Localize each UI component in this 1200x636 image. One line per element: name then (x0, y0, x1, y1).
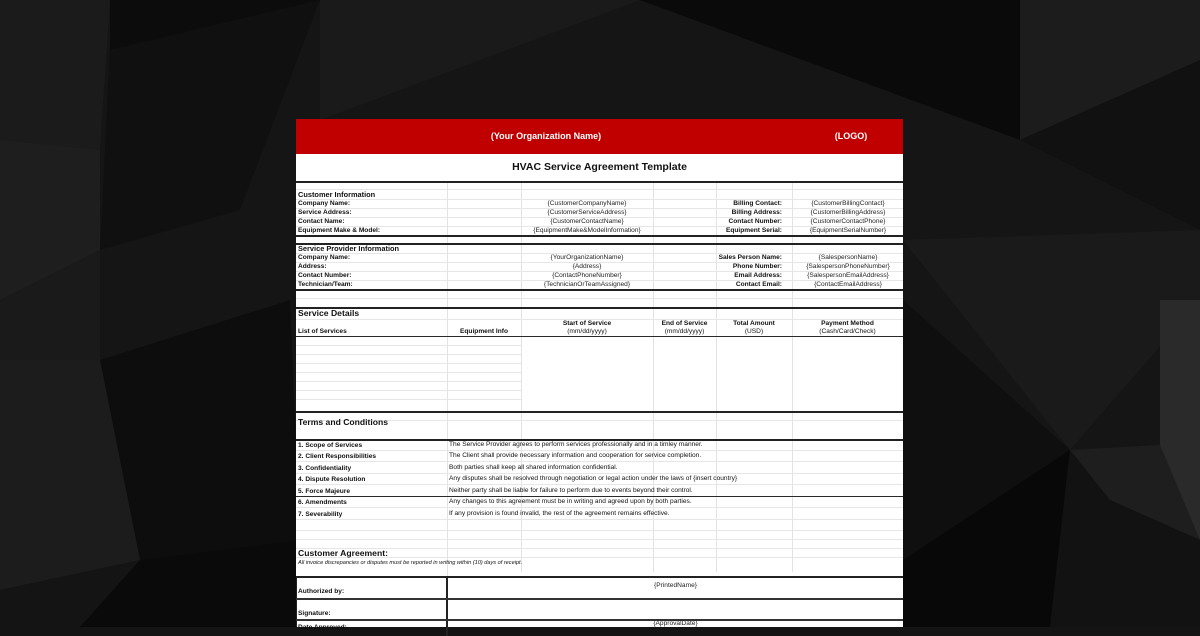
document-title: HVAC Service Agreement Template (512, 161, 687, 173)
row-line (296, 519, 903, 520)
term-text: The Client shall provide necessary information and cooperation for service completion. (449, 452, 702, 459)
row-line (296, 298, 903, 299)
column-header-end: End of Service (661, 320, 708, 327)
organization-name[interactable]: (Your Organization Name) (490, 131, 602, 141)
row-line (296, 461, 903, 462)
divider (296, 289, 903, 291)
logo-placeholder[interactable]: (LOGO) (834, 131, 868, 141)
customer-service-address-field[interactable]: {CustomerServiceAddress} (547, 209, 627, 216)
field-label: Billing Address: (731, 209, 782, 216)
divider (296, 411, 903, 413)
term-label: 7. Severability (298, 511, 343, 518)
field-label: Technician/Team: (298, 281, 353, 288)
header-banner (296, 119, 903, 154)
field-label: Company Name: (298, 200, 351, 207)
term-label: 5. Force Majeure (298, 488, 351, 495)
row-line (296, 189, 903, 190)
term-text: Any disputes shall be resolved through negotiation or legal action under the laws of {insert country} (449, 475, 738, 482)
organization-name-field[interactable]: {YourOrganizationName} (550, 254, 624, 261)
customer-contact-name-field[interactable]: {CustomerContactName} (550, 218, 624, 225)
provider-info-heading: Service Provider Information (298, 244, 400, 253)
field-label: Company Name: (298, 254, 351, 261)
field-label: Address: (298, 263, 327, 270)
row-line (296, 530, 903, 531)
column-header-equipment: Equipment Info (460, 328, 508, 335)
hvac-service-agreement-document (296, 119, 903, 631)
field-label: Authorized by: (298, 588, 345, 595)
column-header-start: Start of Service (562, 320, 612, 327)
term-label: 2. Client Responsibilities (298, 453, 377, 460)
approval-date-field[interactable]: {ApprovalDate} (653, 620, 698, 627)
field-label: Date Approved: (298, 624, 347, 631)
billing-address-field[interactable]: {CustomerBillingAddress} (810, 209, 886, 216)
salesperson-phone-field[interactable]: {SalespersonPhoneNumber} (806, 263, 890, 270)
row-line (296, 484, 903, 485)
salesperson-email-field[interactable]: {SalespersonEmailAddress} (807, 272, 889, 279)
column-subheader-amount: (USD) (744, 328, 764, 335)
divider (296, 307, 903, 309)
term-label: 1. Scope of Services (298, 442, 363, 449)
field-label: Service Address: (298, 209, 352, 216)
field-label: Equipment Make & Model: (298, 227, 381, 234)
column-header-payment: Payment Method (821, 320, 874, 327)
column-subheader-payment: (Cash/Card/Check) (819, 328, 876, 335)
salesperson-name-field[interactable]: {SalespersonName} (818, 254, 878, 261)
technician-team-field[interactable]: {TechnicianOrTeamAssigned} (543, 281, 631, 288)
term-text: If any provision is found invalid, the rest of the agreement remains effective. (449, 510, 670, 517)
field-label: Billing Contact: (733, 200, 782, 207)
service-entry-area[interactable] (296, 337, 903, 411)
customer-agreement-heading: Customer Agreement: (298, 548, 388, 558)
customer-info-heading: Customer Information (298, 190, 376, 199)
contact-email-field[interactable]: {ContactEmailAddress} (814, 281, 882, 288)
customer-company-name-field[interactable]: {CustomerCompanyName} (547, 200, 627, 207)
divider (296, 235, 903, 237)
printed-name-field[interactable]: {PrintedName} (654, 582, 697, 589)
equipment-make-model-field[interactable]: {EquipmentMake&ModelInformation} (533, 227, 641, 234)
term-label: 4. Dispute Resolution (298, 476, 366, 483)
field-label: Contact Name: (298, 218, 345, 225)
field-label: Equipment Serial: (725, 227, 782, 234)
term-text: The Service Provider agrees to perform services professionally and in a timley manner. (449, 441, 703, 448)
column-header-amount: Total Amount (733, 320, 775, 327)
field-label: Contact Number: (298, 272, 352, 279)
billing-contact-field[interactable]: {CustomerBillingContact} (811, 200, 885, 207)
service-details-heading: Service Details (298, 308, 360, 318)
field-label: Contact Number: (728, 218, 782, 225)
signature-field[interactable] (448, 600, 903, 619)
address-field[interactable]: {Address} (572, 263, 602, 270)
field-label: Email Address: (734, 272, 782, 279)
field-label: Contact Email: (735, 281, 782, 288)
column-subheader-start: (mm/dd/yyyy) (567, 328, 607, 335)
customer-contact-phone-field[interactable]: {CustomerContactPhone} (810, 218, 886, 225)
term-text: Any changes to this agreement must be in writing and agreed upon by both parties. (449, 498, 692, 505)
equipment-serial-field[interactable]: {EquipmentSerialNumber} (809, 227, 887, 234)
divider (296, 181, 903, 183)
field-label: Sales Person Name: (718, 254, 782, 261)
row-line (296, 539, 903, 540)
column-header-services: List of Services (298, 328, 347, 335)
column-subheader-end: (mm/dd/yyyy) (664, 328, 705, 335)
contact-phone-field[interactable]: {ContactPhoneNumber} (552, 272, 622, 279)
row-line (296, 507, 903, 508)
agreement-note: All invoice discrepancies or disputes must be reported in writing within (10) days of receipt. (298, 560, 523, 566)
field-label: Phone Number: (732, 263, 782, 270)
term-text: Neither party shall be liable for failure to perform due to events beyond their control. (449, 487, 693, 494)
term-text: Both parties shall keep all shared information confidential. (449, 464, 618, 471)
terms-heading: Terms and Conditions (298, 417, 389, 427)
term-label: 3. Confidentiality (298, 465, 352, 472)
term-label: 6. Amendments (298, 499, 347, 506)
field-label: Signature: (298, 610, 331, 617)
